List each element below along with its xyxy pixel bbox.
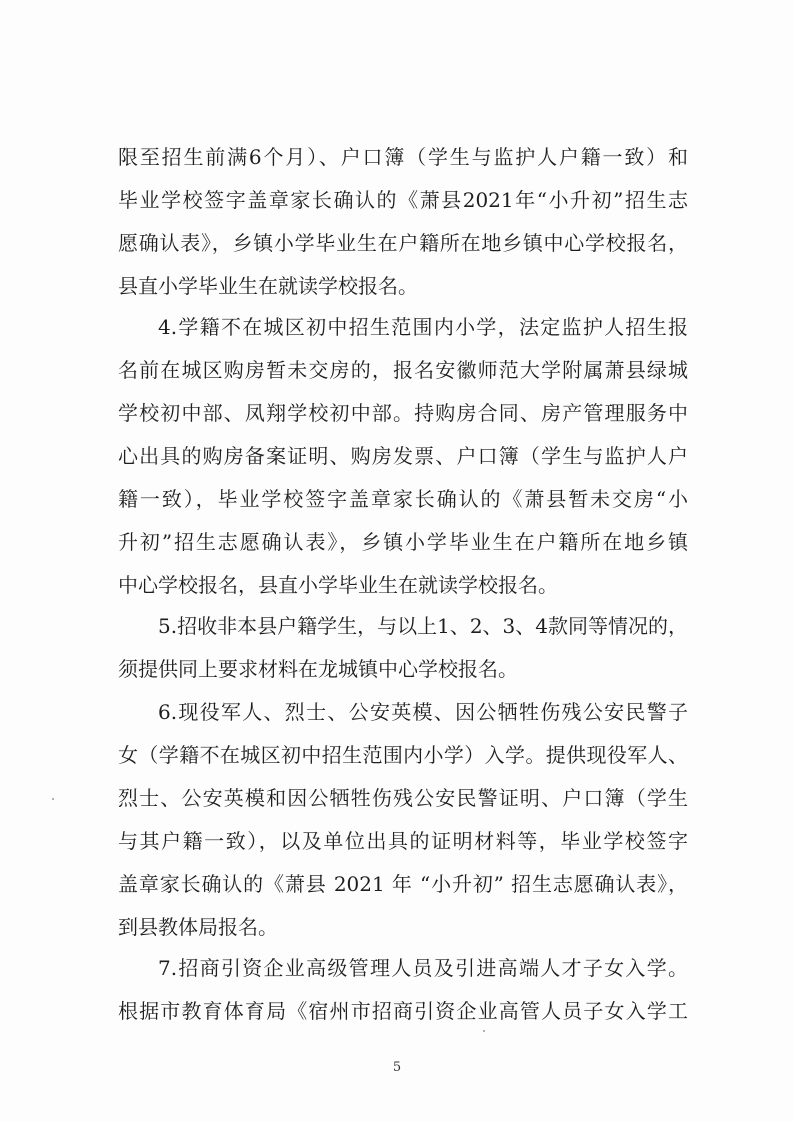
scan-speck [483, 1030, 485, 1032]
text-line-10: 升初”招生志愿确认表》，乡镇小学毕业生在户籍所在地乡镇 [118, 530, 688, 554]
text-line-1: 限至招生前满6个月）、户口簿（学生与监护人户籍一致）和 [118, 145, 688, 169]
text-line-12: 5.招收非本县户籍学生，与以上1、2、3、4款同等情况的， [158, 614, 688, 638]
text-line-18: 盖章家长确认的《萧县 2021 年 “小升初” 招生志愿确认表》， [118, 872, 688, 896]
text-line-8: 心出具的购房备案证明、购房发票、户口簿（学生与监护人户 [118, 444, 688, 468]
text-line-15: 女（学籍不在城区初中招生范围内小学）入学。提供现役军人、 [118, 743, 688, 767]
text-line-13: 须提供同上要求材料在龙城镇中心学校报名。 [118, 657, 518, 681]
text-line-14: 6.现役军人、烈士、公安英模、因公牺牲伤残公安民警子 [158, 700, 688, 724]
text-line-19: 到县教体局报名。 [118, 915, 278, 939]
text-line-9: 籍一致），毕业学校签字盖章家长确认的《萧县暂未交房“小 [118, 487, 688, 511]
text-line-16: 烈士、公安英模和因公牺牲伤残公安民警证明、户口簿（学生 [118, 786, 688, 810]
text-line-20: 7.招商引资企业高级管理人员及引进高端人才子女入学。 [158, 956, 688, 980]
text-line-7: 学校初中部、凤翔学校初中部。持购房合同、房产管理服务中 [118, 401, 688, 425]
text-line-6: 名前在城区购房暂未交房的，报名安徽师范大学附属萧县绿城 [118, 358, 688, 382]
text-line-4: 县直小学毕业生在就读学校报名。 [118, 274, 418, 298]
text-line-3: 愿确认表》，乡镇小学毕业生在户籍所在地乡镇中心学校报名， [118, 231, 688, 255]
text-line-5: 4.学籍不在城区初中招生范围内小学，法定监护人招生报 [158, 315, 688, 339]
text-line-11: 中心学校报名，县直小学毕业生在就读学校报名。 [118, 573, 558, 597]
text-line-17: 与其户籍一致），以及单位出具的证明材料等，毕业学校签字 [118, 829, 688, 853]
page-number: 5 [392, 1060, 402, 1075]
text-line-21: 根据市教育体育局《宿州市招商引资企业高管人员子女入学工 [118, 999, 688, 1023]
scan-speck [52, 798, 54, 800]
text-line-2: 毕业学校签字盖章家长确认的《萧县2021年“小升初”招生志 [118, 188, 688, 212]
